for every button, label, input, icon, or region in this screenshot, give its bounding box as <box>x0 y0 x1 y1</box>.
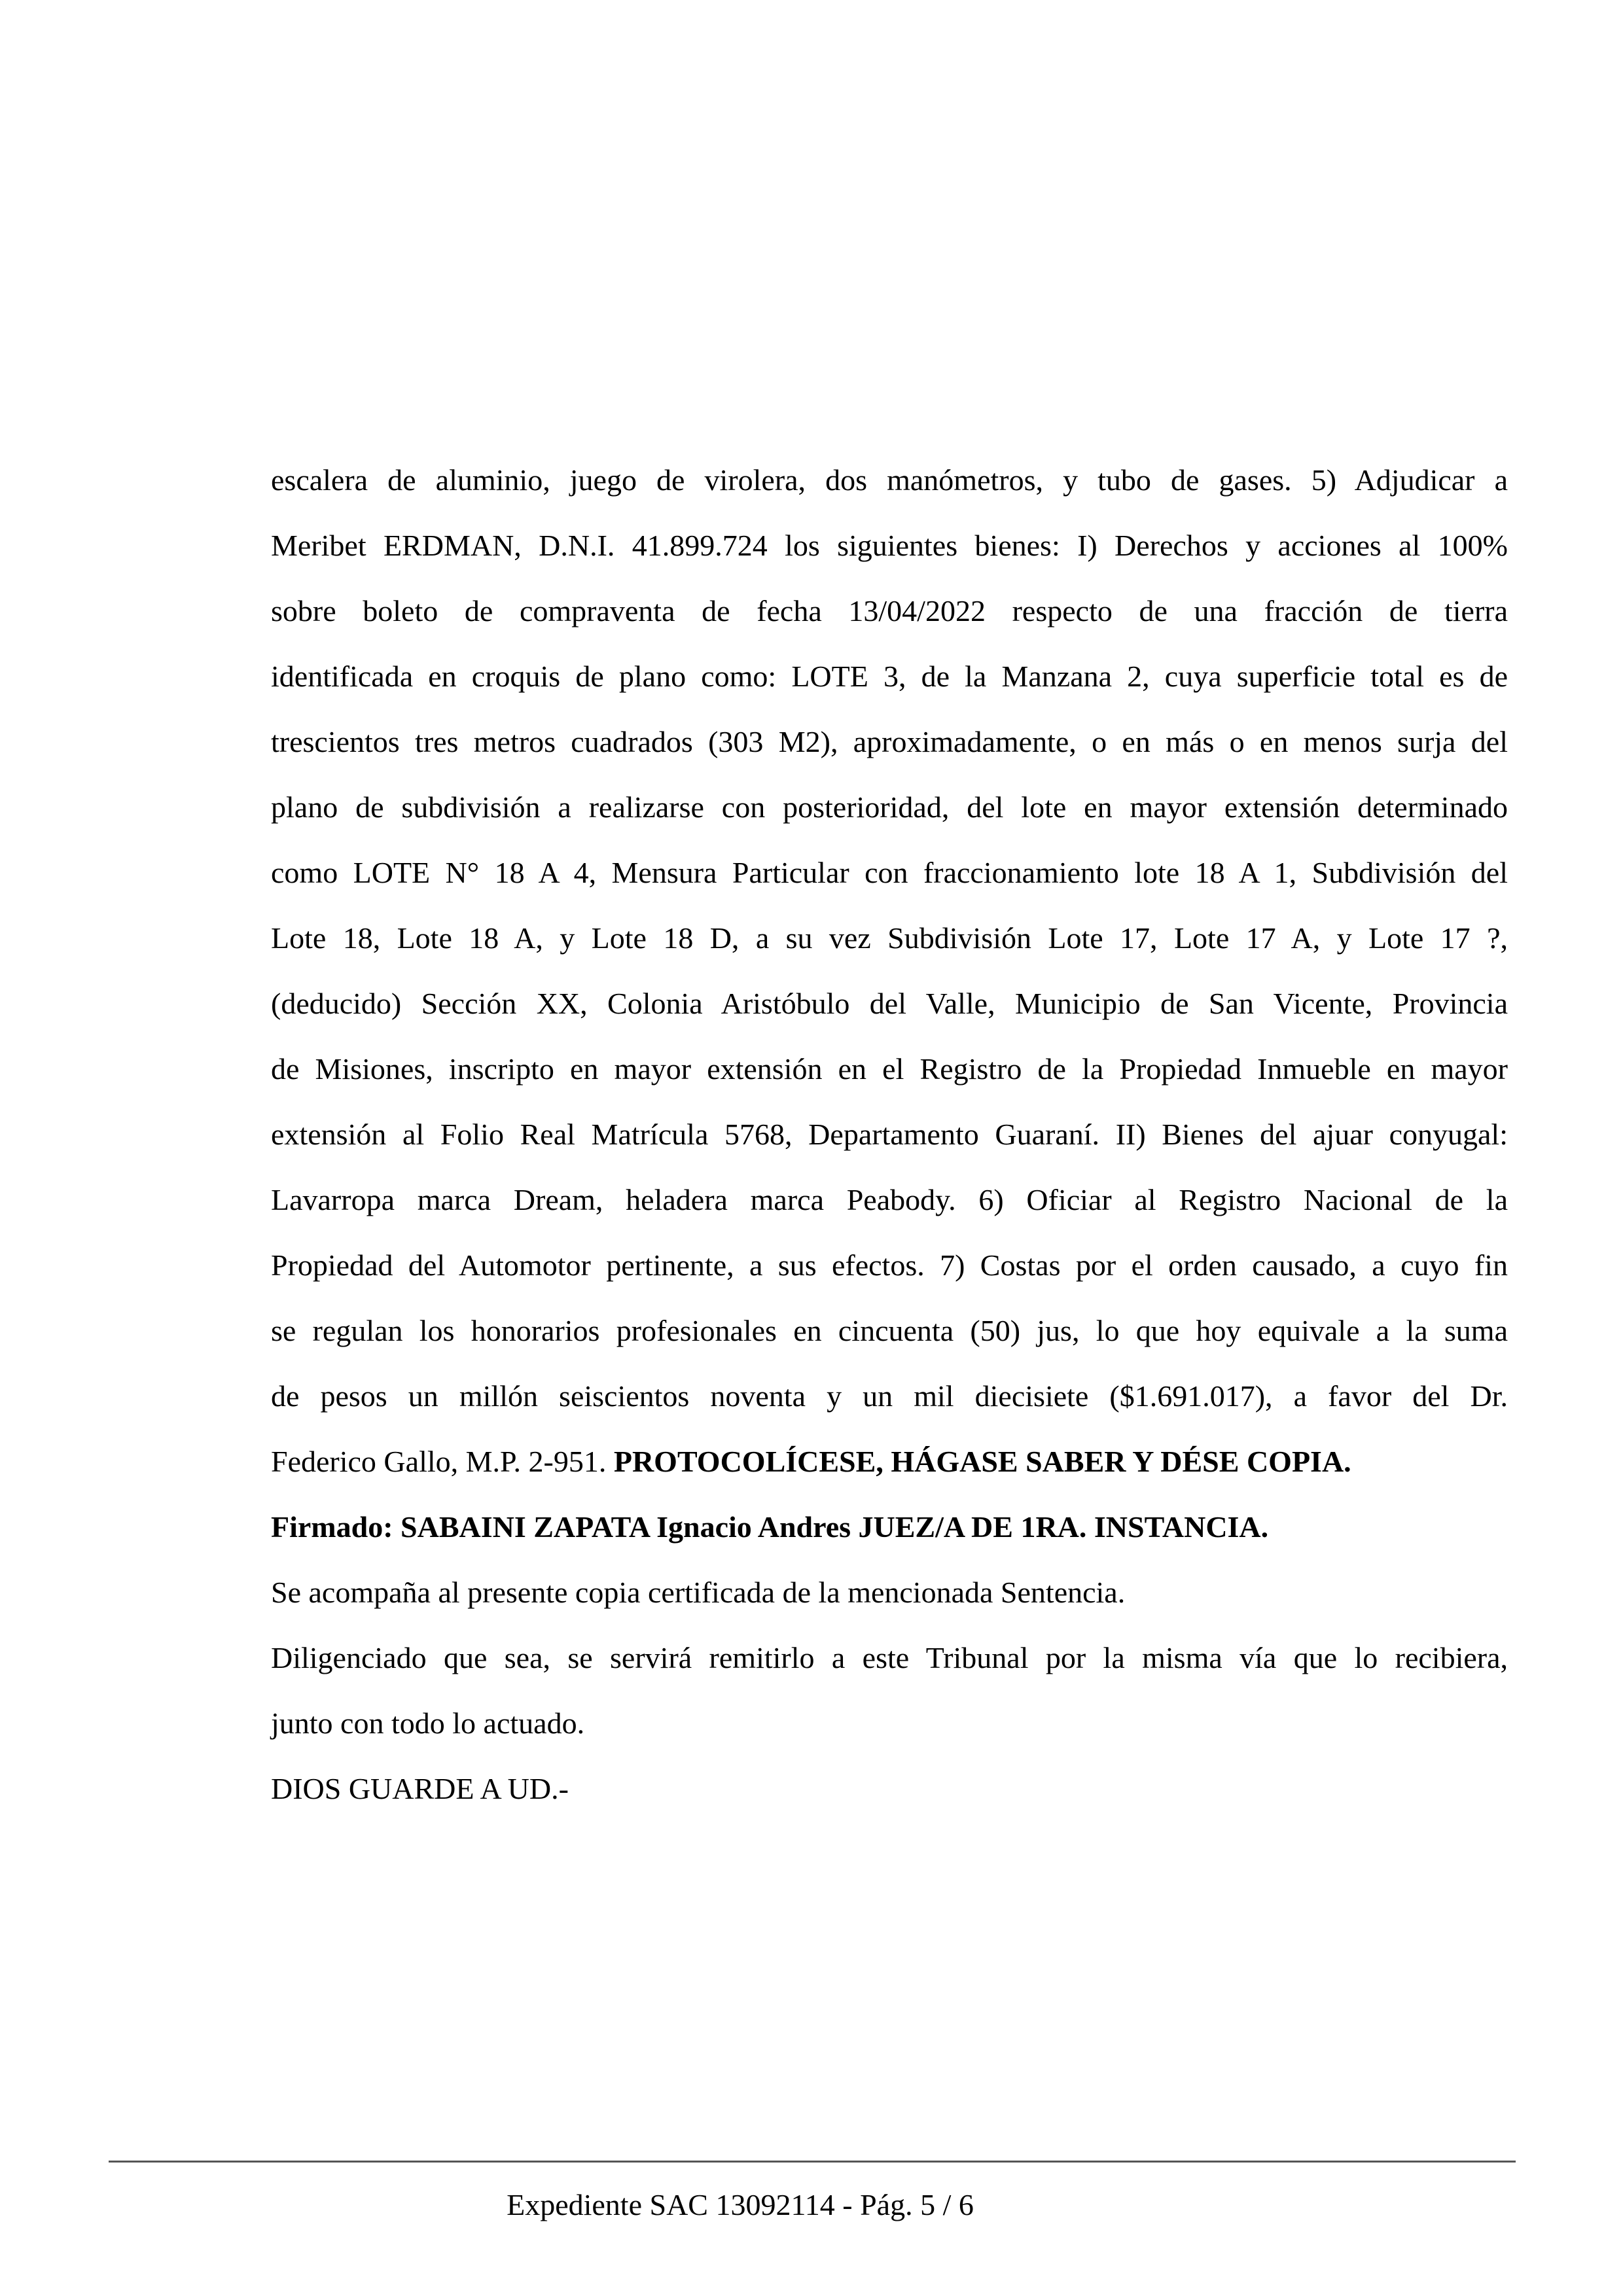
footer-divider <box>109 2161 1516 2163</box>
lawyer-reference: Federico Gallo, M.P. 2-951. <box>271 1445 607 1478</box>
text-line: escalera de aluminio, juego de virolera, dos manómetros, y tubo de gases. 5) Adjudicar a <box>271 463 1508 497</box>
text-line: de Misiones, inscripto en mayor extensión en el Registro de la Propiedad Inmueble en mayor <box>271 1052 1508 1086</box>
text-line: plano de subdivisión a realizarse con posterioridad, del lote en mayor extensión determinado <box>271 790 1508 824</box>
text-line: de pesos un millón seiscientos noventa y un mil diecisiete ($1.691.017), a favor del Dr. <box>271 1379 1508 1413</box>
text-line-mixed <box>271 1439 1508 1505</box>
closing-line: Diligenciado que sea, se servirá remitirlo a este Tribunal por la misma vía que lo recibiera, <box>271 1641 1508 1674</box>
body-text <box>271 458 1508 1832</box>
closing-line: DIOS GUARDE A UD.- <box>271 1772 569 1805</box>
protocol-order: PROTOCOLÍCESE, HÁGASE SABER Y DÉSE COPIA. <box>613 1445 1351 1478</box>
text-line: Meribet ERDMAN, D.N.I. 41.899.724 los siguientes bienes: I) Derechos y acciones al 100% <box>271 529 1508 562</box>
text-line: identificada en croquis de plano como: LOTE 3, de la Manzana 2, cuya superficie total es de <box>271 660 1508 693</box>
text-line: como LOTE N° 18 A 4, Mensura Particular con fraccionamiento lote 18 A 1, Subdivisión del <box>271 856 1508 889</box>
text-line: se regulan los honorarios profesionales en cincuenta (50) jus, lo que hoy equivale a la suma <box>271 1314 1508 1347</box>
text-line: extensión al Folio Real Matrícula 5768, Departamento Guaraní. II) Bienes del ajuar conyugal: <box>271 1118 1508 1151</box>
text-line: sobre boleto de compraventa de fecha 13/04/2022 respecto de una fracción de tierra <box>271 594 1508 627</box>
text-line: trescientos tres metros cuadrados (303 M2), aproximadamente, o en más o en menos surja del <box>271 725 1508 758</box>
page-footer: Expediente SAC 13092114 - Pág. 5 / 6 <box>507 2188 974 2221</box>
text-line: Propiedad del Automotor pertinente, a sus efectos. 7) Costas por el orden causado, a cuyo fin <box>271 1248 1508 1282</box>
signature-line: Firmado: SABAINI ZAPATA Ignacio Andres JUEZ/A DE 1RA. INSTANCIA. <box>271 1510 1269 1544</box>
text-line: (deducido) Sección XX, Colonia Aristóbulo del Valle, Municipio de San Vicente, Provincia <box>271 987 1508 1020</box>
closing-line: junto con todo lo actuado. <box>271 1706 585 1740</box>
text-line: Lavarropa marca Dream, heladera marca Peabody. 6) Oficiar al Registro Nacional de la <box>271 1183 1508 1216</box>
text-line: Lote 18, Lote 18 A, y Lote 18 D, a su vez Subdivisión Lote 17, Lote 17 A, y Lote 17 ?, <box>271 921 1508 955</box>
closing-line: Se acompaña al presente copia certificada de la mencionada Sentencia. <box>271 1576 1126 1609</box>
